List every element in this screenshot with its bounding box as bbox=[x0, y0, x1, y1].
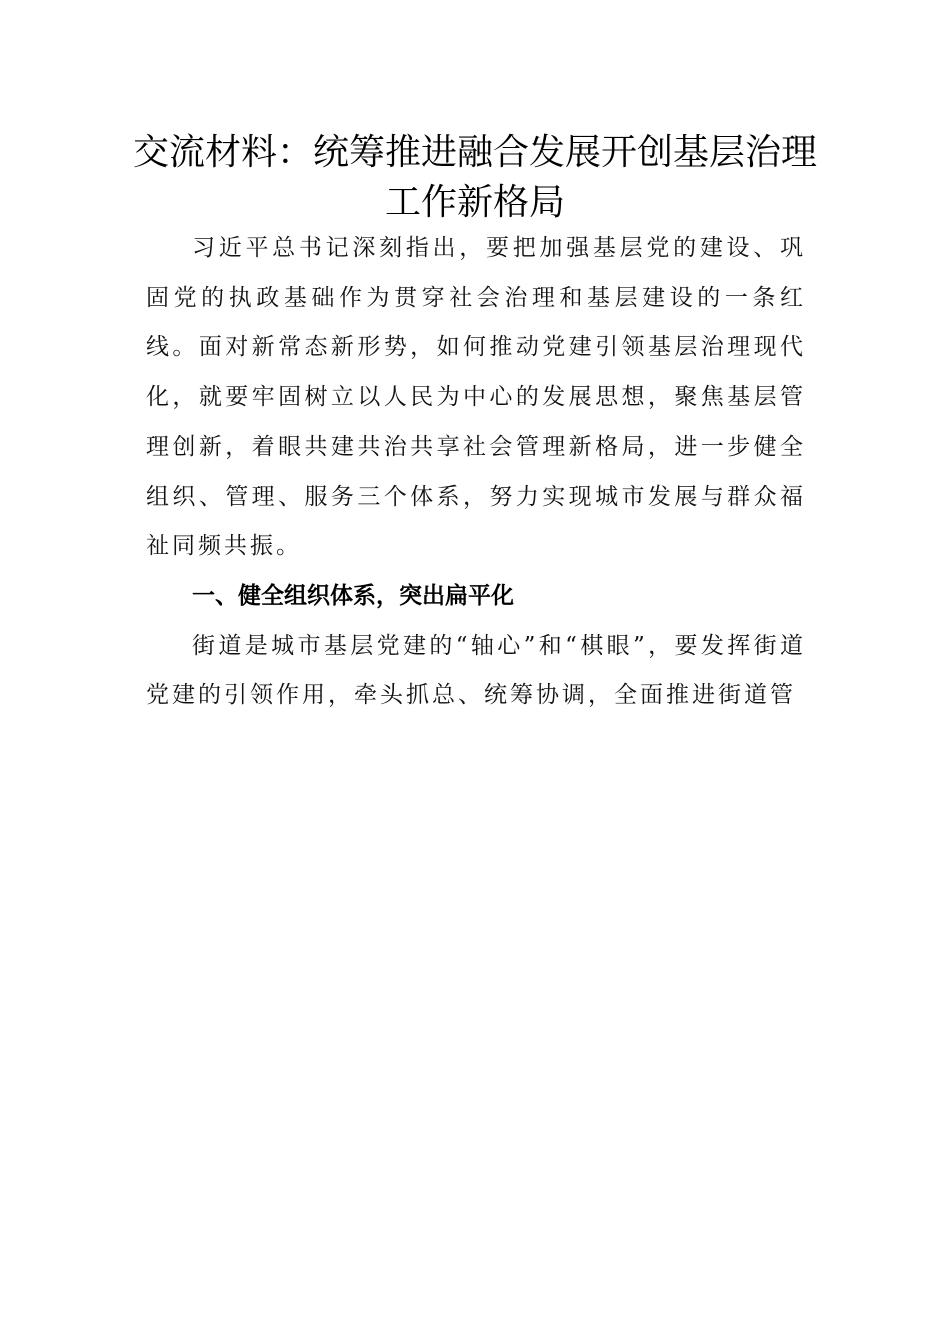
document-body bbox=[146, 224, 806, 721]
document-title: 交流材料：统筹推进融合发展开创基层治理工作新格局 bbox=[132, 132, 817, 223]
intro-paragraph: 习近平总书记深刻指出，要把加强基层党的建设、巩固党的执政基础作为贯穿社会治理和基层建设的一条红线。面对新常态新形势，如何推动党建引领基层治理现代化，就要牢固树立以人民为中心的发展思想，聚焦基层管理创新，着眼共建共治共享社会管理新格局，进一步健全组织、管理、服务三个体系，努力实现城市发展与群众福祉同频共振。 bbox=[146, 235, 806, 560]
section-paragraph: 街道是城市基层党建的“轴心”和“棋眼”，要发挥街道党建的引领作用，牵头抓总、统筹协调，全面推进街道管 bbox=[146, 632, 806, 709]
section-heading: 一、健全组织体系，突出扁平化 bbox=[192, 582, 514, 609]
